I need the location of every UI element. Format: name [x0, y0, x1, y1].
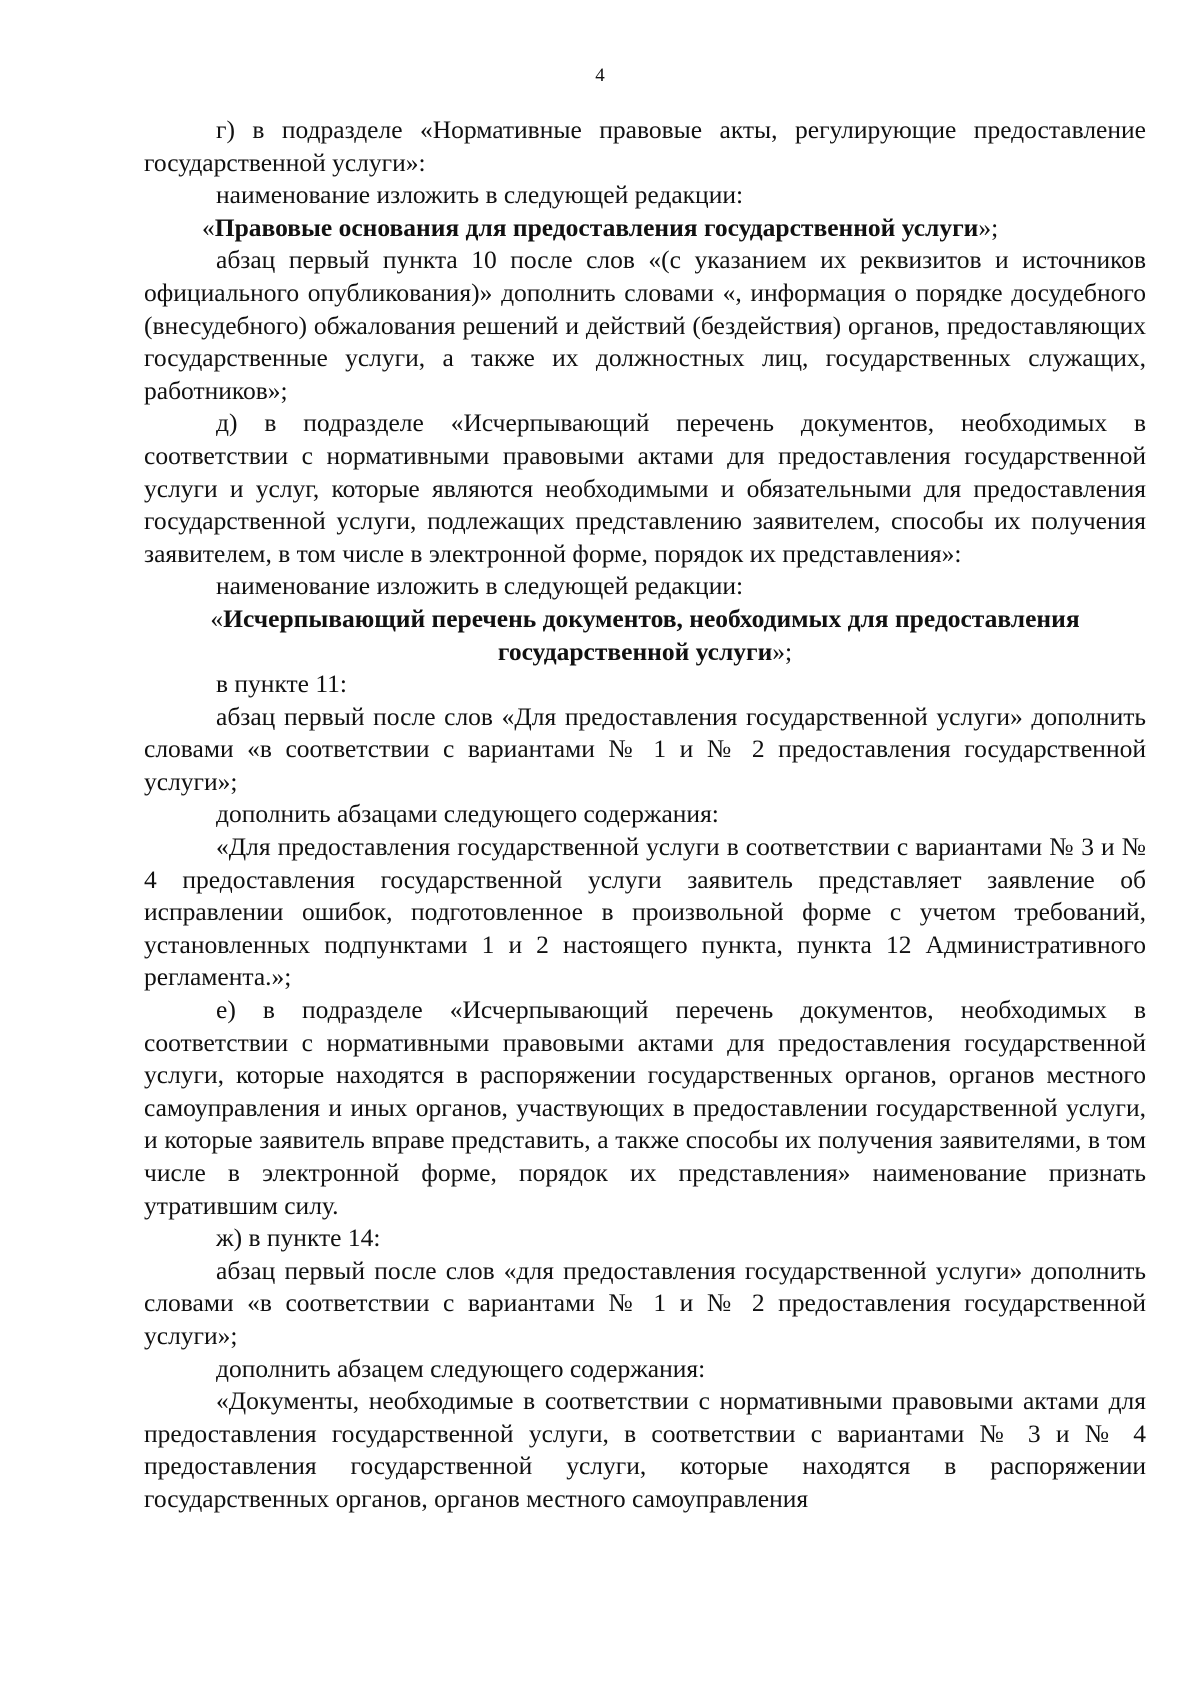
paragraph-item-14-first: абзац первый после слов «для предоставления государственной услуги» дополнить словами «в соответствии с вариантами № 1 и № 2 предоставления государственной услуги»;	[144, 1255, 1146, 1350]
paragraph-documents-variants: «Документы, необходимые в соответствии с нормативными правовыми актами для предоставления государственной услуги, в соответствии с вариантами № 3 и № 4 предоставления государственной услуги, которые находятся в распоряжении государственных органов, органов местного самоуправления	[144, 1386, 1146, 1513]
paragraph-add-instruction: дополнить абзацем следующего содержания:	[216, 1353, 706, 1383]
heading-legal-grounds	[144, 212, 1146, 245]
paragraph-rename-instruction: наименование изложить в следующей редакции:	[216, 571, 744, 601]
paragraph-rename-instruction: наименование изложить в следующей редакции:	[216, 180, 744, 210]
heading-close-quote: »;	[772, 636, 793, 666]
paragraph-item-11-first: абзац первый после слов «Для предоставления государственной услуги» дополнить словами «в соответствии с вариантами № 1 и № 2 предоставления государственной услуги»;	[144, 701, 1146, 796]
paragraph-subsection-d: д) в подразделе «Исчерпывающий перечень документов, необходимых в соответствии с нормативными правовыми актами для предоставления государственной услуги и услуг, которые являются необходимыми и обязательными для предоставления государственной услуги, подлежащих представлению заявителем, способы их получения заявителем, в том числе в электронной форме, порядок их представления»:	[144, 408, 1146, 568]
page-number: 4	[595, 65, 605, 86]
paragraph-item-14: ж) в пункте 14:	[216, 1223, 381, 1253]
paragraph-item-11: в пункте 11:	[216, 669, 347, 699]
heading-open-quote: «	[210, 603, 224, 633]
paragraph-item-10: абзац первый пункта 10 после слов «(с указанием их реквизитов и источников официального опубликования)» дополнить словами «, информация о порядке досудебного (внесудебного) обжалования решений и действий (бездействия) органов, предоставляющих государственные услуги, а также их должностных лиц, государственных служащих, работников»;	[144, 245, 1146, 405]
document-body	[144, 114, 1146, 1516]
heading-open-quote: «	[202, 212, 215, 242]
heading-documents-list	[144, 603, 1146, 668]
paragraph-variants-3-4: «Для предоставления государственной услуги в соответствии с вариантами № 3 и № 4 предоставления государственной услуги заявитель представляет заявление об исправлении ошибок, подготовленное в произвольной форме с учетом требований, установленных подпунктами 1 и 2 настоящего пункта, пункта 12 Административного регламента.»;	[144, 832, 1146, 992]
heading-close-quote: »;	[978, 212, 999, 242]
paragraph-subsection-g: г) в подразделе «Нормативные правовые акты, регулирующие предоставление государственной услуги»:	[144, 115, 1146, 177]
heading-legal-grounds-text: Правовые основания для предоставления государственной услуги	[214, 212, 979, 242]
heading-documents-list-text: Исчерпывающий перечень документов, необходимых для предоставления государственной услуги	[223, 603, 1080, 666]
paragraph-add-instruction: дополнить абзацами следующего содержания:	[216, 799, 719, 829]
paragraph-subsection-e: е) в подразделе «Исчерпывающий перечень документов, необходимых в соответствии с нормативными правовыми актами для предоставления государственной услуги, которые находятся в распоряжении государственных органов, органов местного самоуправления и иных органов, участвующих в предоставлении государственной услуги, и которые заявитель вправе представить, а также способы их получения заявителями, в том числе в электронной форме, порядок их представления» наименование признать утратившим силу.	[144, 995, 1146, 1220]
